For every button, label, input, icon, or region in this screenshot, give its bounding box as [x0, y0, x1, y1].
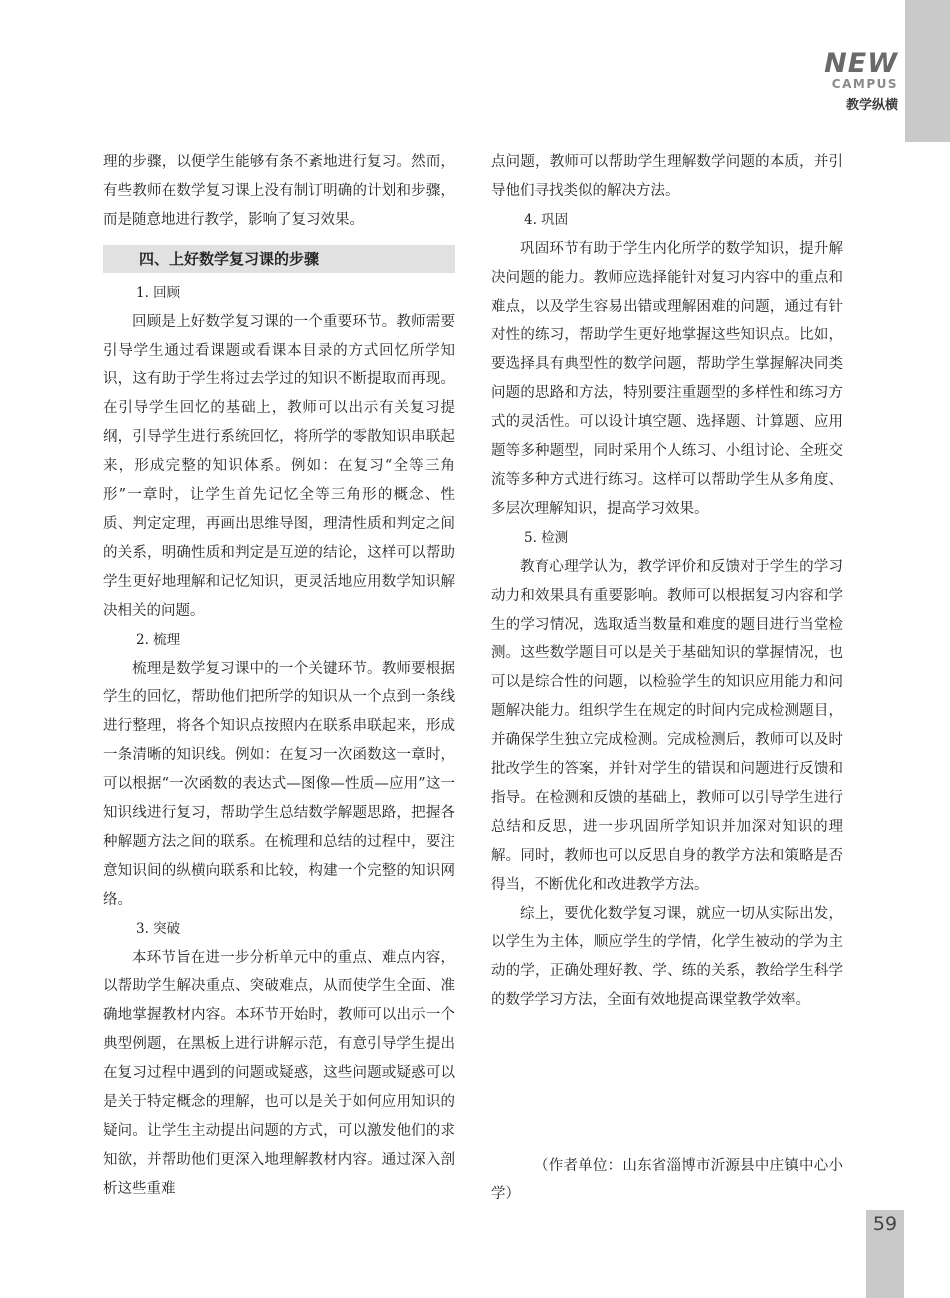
step-2-title: 2. 梳理 — [136, 631, 181, 648]
masthead-new: NEW — [824, 48, 898, 79]
masthead — [824, 50, 898, 113]
intro-paragraph: 理的步骤，以便学生能够有条不紊地进行复习。然而，有些教师在数学复习课上没有制订明确的计划和步骤，而是随意地进行教学，影响了复习效果。 — [103, 154, 455, 228]
page-number: 59 — [872, 1213, 898, 1235]
step-4-paragraph: 巩固环节有助于学生内化所学的数学知识，提升解决问题的能力。教师应选择能针对复习内容中的重点和难点，以及学生容易出错或理解困难的问题，通过有针对性的练习，帮助学生更好地掌握这些知识点。比如，要选择具有典型性的数学问题，帮助学生掌握解决同类问题的思路和方法，特别要注重题型的多样性和练习方式的灵活性。可以设计填空题、选择题、计算题、应用题等多种题型，同时采用个人练习、小组讨论、全班交流等多种方式进行练习。这样可以帮助学生从多角度、多层次理解知识，提高学习效果。 — [491, 240, 843, 517]
section-title: 教学纵横 — [845, 98, 898, 114]
left-column — [103, 148, 455, 1204]
step-3-continuation: 点问题，教师可以帮助学生理解数学问题的本质，并引导他们寻找类似的解决方法。 — [491, 154, 843, 199]
section-heading: 四、上好数学复习课的步骤 — [103, 245, 455, 273]
step-4-title: 4. 巩固 — [524, 211, 569, 228]
summary-paragraph: 综上，要优化数学复习课，就应一切从实际出发，以学生为主体，顺应学生的学情，化学生被动的学为主动的学，正确处理好教、学、练的关系，教给学生科学的数学学习方法，全面有效地提高课堂教学效率。 — [491, 905, 843, 1009]
step-1-title: 1. 回顾 — [136, 284, 181, 301]
masthead-campus: CAMPUS — [831, 77, 898, 91]
step-1-paragraph: 回顾是上好数学复习课的一个重要环节。教师需要引导学生通过看课题或看课本目录的方式回忆所学知识，这有助于学生将过去学过的知识不断提取而再现。在引导学生回忆的基础上，教师可以出示有关复习提纲，引导学生进行系统回忆，将所学的零散知识串联起来，形成完整的知识体系。例如：在复习“全等三角形”一章时，让学生首先记忆全等三角形的概念、性质、判定定理，再画出思维导图，理清性质和判定之间的关系，明确性质和判定是互逆的结论，这样可以帮助学生更好地理解和记忆知识，更灵活地应用数学知识解决相关的问题。 — [103, 313, 455, 619]
header-tab-bar — [905, 0, 950, 142]
step-3-title: 3. 突破 — [136, 920, 181, 937]
right-column — [491, 148, 843, 1015]
step-5-title: 5. 检测 — [524, 529, 569, 546]
step-2-paragraph: 梳理是数学复习课中的一个关键环节。教师要根据学生的回忆，帮助他们把所学的知识从一个点到一条线进行整理，将各个知识点按照内在联系串联起来，形成一条清晰的知识线。例如：在复习一次函数这一章时，可以根据“一次函数的表达式—图像—性质—应用”这一知识线进行复习，帮助学生总结数学解题思路，把握各种解题方法之间的联系。在梳理和总结的过程中，要注意知识间的纵横向联系和比较，构建一个完整的知识网络。 — [103, 660, 455, 908]
step-3-paragraph: 本环节旨在进一步分析单元中的重点、难点内容，以帮助学生解决重点、突破难点，从而使学生全面、准确地掌握教材内容。本环节开始时，教师可以出示一个典型例题，在黑板上进行讲解示范，有意引导学生提出在复习过程中遇到的问题或疑惑，这些问题或疑惑可以是关于特定概念的理解，也可以是关于如何应用知识的疑问。让学生主动提出问题的方式，可以激发他们的求知欲，并帮助他们更深入地理解教材内容。通过深入剖析这些重难 — [103, 949, 455, 1197]
step-5-paragraph: 教育心理学认为，教学评价和反馈对于学生的学习动力和效果具有重要影响。教师可以根据复习内容和学生的学习情况，选取适当数量和难度的题目进行当堂检测。这些数学题目可以是关于基础知识的掌握情况，也可以是综合性的问题，以检验学生的知识应用能力和问题解决能力。组织学生在规定的时间内完成检测题目，并确保学生独立完成检测。完成检测后，教师可以及时批改学生的答案，并针对学生的错误和问题进行反馈和指导。在检测和反馈的基础上，教师可以引导学生进行总结和反思，进一步巩固所学知识并加深对知识的理解。同时，教师也可以反思自身的教学方法和策略是否得当，不断优化和改进教学方法。 — [491, 558, 843, 893]
author-affiliation: （作者单位：山东省淄博市沂源县中庄镇中心小学） — [491, 1157, 843, 1203]
